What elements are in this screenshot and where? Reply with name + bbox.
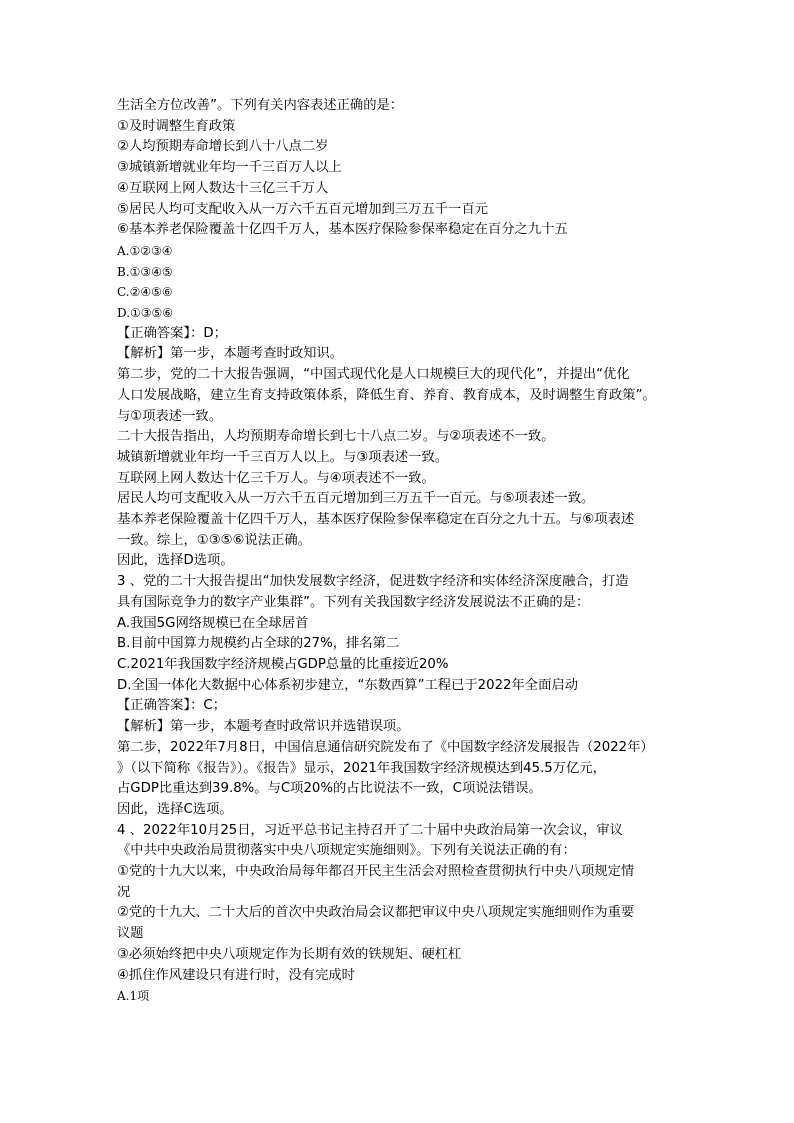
question-3-stem: 具有国际竞争力的数字产业集群”。下列有关我国数字经济发展说法不正确的是：	[117, 594, 590, 610]
q2-conclusion: 因此，选择D选项。	[117, 553, 234, 569]
q2-analysis-text: 基本养老保险覆盖十亿四千万人，基本医疗保险参保率稳定在百分之九十五。与⑥项表述	[117, 512, 635, 528]
q2-item-2: ②人均预期寿命增长到八十八点二岁	[117, 139, 329, 155]
q4-item-2: ②党的十九大、二十大后的首次中央政治局会议都把审议中央八项规定实施细则作为重要	[117, 905, 635, 921]
q3-option-a: A.我国5G网络规模已在全球居首	[117, 615, 309, 631]
q2-analysis-text: 第二步，党的二十大报告强调，“中国式现代化是人口规模巨大的现代化”，并提出“优化	[117, 367, 630, 383]
q2-option-b: B.①③④⑤	[117, 264, 173, 279]
q2-analysis-text: 一致。综上，①③⑤⑥说法正确。	[117, 532, 311, 548]
q2-item-1: ①及时调整生育政策	[117, 118, 236, 134]
q4-item-1: ①党的十九大以来，中央政治局每年都召开民主生活会对照检查贯彻执行中央八项规定情	[117, 864, 635, 880]
q2-item-3: ③城镇新增就业年均一千三百万人以上	[117, 160, 342, 176]
q4-item-3: ③必须始终把中央八项规定作为长期有效的铁规矩、硬杠杠	[117, 946, 462, 962]
q4-option-a: A.1项	[117, 989, 150, 1004]
question-4-stem: 4 、2022年10月25日，习近平总书记主持召开了二十届中央政治局第一次会议，审议	[117, 822, 623, 838]
q4-item-4: ④抓住作风建设只有进行时，没有完成时	[117, 967, 355, 983]
q3-answer: 【正确答案】：C；	[117, 698, 227, 714]
q2-analysis-step1: 【解析】第一步，本题考查时政知识。	[117, 346, 344, 362]
q2-option-a: A.①②③④	[117, 243, 173, 258]
q2-analysis-text: 居民人均可支配收入从一万六千五百元增加到三万五千一百元。与⑤项表述一致。	[117, 491, 595, 507]
q2-option-d: D.①③⑤⑥	[117, 306, 174, 321]
q3-analysis-text: 第二步，2022年7月8日，中国信息通信研究院发布了《中国数字经济发展报告（2022年）	[117, 739, 654, 755]
q3-analysis-step1: 【解析】第一步，本题考查时政常识并选错误项。	[117, 719, 410, 735]
q2-option-c: C.②④⑤⑥	[117, 285, 173, 300]
q3-conclusion: 因此，选择C选项。	[117, 801, 233, 817]
question-3-stem: 3 、党的二十大报告提出“加快发展数字经济，促进数字经济和实体经济深度融合，打造	[117, 574, 629, 590]
q2-analysis-text: 人口发展战略，建立生育支持政策体系，降低生育、养育、教育成本，及时调整生育政策”。	[117, 387, 656, 403]
document-page	[117, 96, 717, 1007]
q4-item-2-cont: 议题	[117, 926, 144, 942]
q3-option-d: D.全国一体化大数据中心体系初步建立，“东数西算”工程已于2022年全面启动	[117, 677, 578, 693]
q2-analysis-text: 互联网上网人数达十亿三千万人。与④项表述不一致。	[117, 470, 435, 486]
q2-item-6: ⑥基本养老保险覆盖十亿四千万人，基本医疗保险参保率稳定在百分之九十五	[117, 222, 568, 238]
question-2-stem-tail: 生活全方位改善”。下列有关内容表述正确的是：	[117, 98, 404, 113]
q2-item-5: ⑤居民人均可支配收入从一万六千五百元增加到三万五千一百元	[117, 201, 488, 217]
q2-analysis-text: 二十大报告指出，人均预期寿命增长到七十八点二岁。与②项表述不一致。	[117, 429, 555, 445]
q2-item-4: ④互联网上网人数达十三亿三千万人	[117, 180, 329, 196]
question-4-stem: 《中共中央政治局贯彻落实中央八项规定实施细则》。下列有关说法正确的有：	[117, 843, 576, 859]
q3-option-b: B.目前中国算力规模约占全球的27%，排名第二	[117, 636, 400, 652]
q3-option-c: C.2021年我国数字经济规模占GDP总量的比重接近20%	[117, 656, 449, 672]
q3-analysis-text: 》（以下简称《报告》）。《报告》显示，2021年我国数字经济规模达到45.5万亿元，	[117, 760, 606, 776]
q2-analysis-text: 城镇新增就业年均一千三百万人以上。与③项表述一致。	[117, 449, 449, 465]
q4-item-1-cont: 况	[117, 884, 131, 900]
q2-analysis-text: 与①项表述一致。	[117, 408, 222, 424]
q2-answer: 【正确答案】：D；	[117, 325, 227, 341]
q3-analysis-text: 占GDP比重达到39.8%。与C项20%的占比说法不一致，C项说法错误。	[117, 781, 542, 797]
